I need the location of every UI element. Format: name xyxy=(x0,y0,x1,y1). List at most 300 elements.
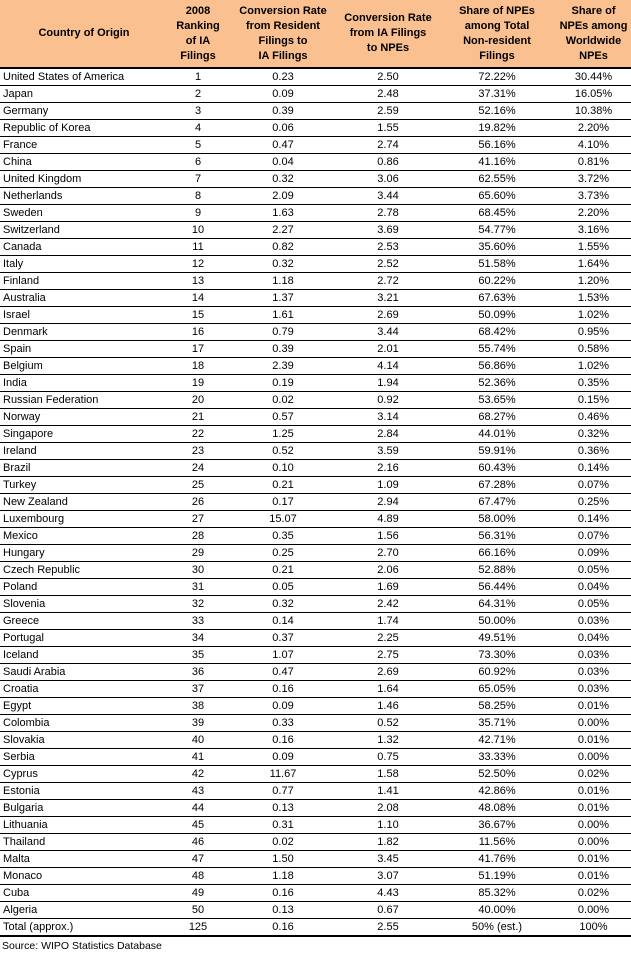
table-row xyxy=(0,273,631,290)
table-row xyxy=(0,732,631,749)
rank-cell: 48 xyxy=(168,868,228,885)
table-row xyxy=(0,511,631,528)
rank-cell: 14 xyxy=(168,290,228,307)
country-cell: Portugal xyxy=(0,630,168,647)
conversion-ia-npe-cell: 2.94 xyxy=(338,494,438,511)
rank-cell: 44 xyxy=(168,800,228,817)
share-npe-nonresident-cell: 60.43% xyxy=(438,460,556,477)
table-row xyxy=(0,120,631,137)
conversion-resident-ia-cell: 0.33 xyxy=(228,715,338,732)
conversion-resident-ia-cell: 0.13 xyxy=(228,902,338,919)
conversion-ia-npe-cell: 2.75 xyxy=(338,647,438,664)
conversion-resident-ia-cell: 0.10 xyxy=(228,460,338,477)
rank-cell: 46 xyxy=(168,834,228,851)
rank-cell: 11 xyxy=(168,239,228,256)
rank-cell: 35 xyxy=(168,647,228,664)
conversion-resident-ia-cell: 11.67 xyxy=(228,766,338,783)
conversion-ia-npe-cell: 1.64 xyxy=(338,681,438,698)
share-npe-worldwide-cell: 30.44% xyxy=(556,68,631,86)
share-npe-nonresident-cell: 44.01% xyxy=(438,426,556,443)
rank-cell: 34 xyxy=(168,630,228,647)
share-npe-nonresident-cell: 65.60% xyxy=(438,188,556,205)
country-cell: Saudi Arabia xyxy=(0,664,168,681)
share-npe-worldwide-cell: 0.05% xyxy=(556,562,631,579)
share-npe-nonresident-cell: 50.09% xyxy=(438,307,556,324)
share-npe-worldwide-cell: 0.07% xyxy=(556,528,631,545)
table-row xyxy=(0,290,631,307)
table-row xyxy=(0,885,631,902)
share-npe-nonresident-cell: 68.27% xyxy=(438,409,556,426)
share-npe-worldwide-cell: 0.36% xyxy=(556,443,631,460)
country-cell: Japan xyxy=(0,86,168,103)
conversion-ia-npe-cell: 3.07 xyxy=(338,868,438,885)
conversion-resident-ia-cell: 0.16 xyxy=(228,919,338,937)
share-npe-nonresident-cell: 60.22% xyxy=(438,273,556,290)
share-npe-worldwide-cell: 16.05% xyxy=(556,86,631,103)
table-row xyxy=(0,137,631,154)
table-row xyxy=(0,392,631,409)
share-npe-nonresident-cell: 64.31% xyxy=(438,596,556,613)
rank-cell: 36 xyxy=(168,664,228,681)
table-row xyxy=(0,630,631,647)
rank-cell: 26 xyxy=(168,494,228,511)
conversion-ia-npe-cell: 1.55 xyxy=(338,120,438,137)
rank-cell: 20 xyxy=(168,392,228,409)
share-npe-nonresident-cell: 37.31% xyxy=(438,86,556,103)
share-npe-nonresident-cell: 41.76% xyxy=(438,851,556,868)
country-cell: Czech Republic xyxy=(0,562,168,579)
conversion-ia-npe-cell: 2.01 xyxy=(338,341,438,358)
share-npe-nonresident-cell: 85.32% xyxy=(438,885,556,902)
country-cell: Netherlands xyxy=(0,188,168,205)
rank-cell: 13 xyxy=(168,273,228,290)
rank-cell: 7 xyxy=(168,171,228,188)
conversion-ia-npe-cell: 0.75 xyxy=(338,749,438,766)
conversion-ia-npe-cell: 2.50 xyxy=(338,68,438,86)
share-npe-worldwide-cell: 0.03% xyxy=(556,613,631,630)
conversion-resident-ia-cell: 0.82 xyxy=(228,239,338,256)
country-cell: Brazil xyxy=(0,460,168,477)
table-row xyxy=(0,800,631,817)
conversion-resident-ia-cell: 0.21 xyxy=(228,562,338,579)
rank-cell: 16 xyxy=(168,324,228,341)
conversion-ia-npe-cell: 2.78 xyxy=(338,205,438,222)
conversion-ia-npe-cell: 2.25 xyxy=(338,630,438,647)
conversion-resident-ia-cell: 0.09 xyxy=(228,86,338,103)
share-npe-nonresident-cell: 66.16% xyxy=(438,545,556,562)
conversion-ia-npe-cell: 1.58 xyxy=(338,766,438,783)
rank-cell: 21 xyxy=(168,409,228,426)
share-npe-worldwide-cell: 0.01% xyxy=(556,783,631,800)
share-npe-worldwide-cell: 0.01% xyxy=(556,868,631,885)
conversion-ia-npe-cell: 1.41 xyxy=(338,783,438,800)
country-cell: Italy xyxy=(0,256,168,273)
table-row xyxy=(0,341,631,358)
share-npe-nonresident-cell: 73.30% xyxy=(438,647,556,664)
country-cell: Ireland xyxy=(0,443,168,460)
conversion-resident-ia-cell: 1.63 xyxy=(228,205,338,222)
conversion-resident-ia-cell: 1.37 xyxy=(228,290,338,307)
share-npe-worldwide-cell: 0.15% xyxy=(556,392,631,409)
conversion-resident-ia-cell: 0.16 xyxy=(228,732,338,749)
conversion-ia-npe-cell: 1.94 xyxy=(338,375,438,392)
country-cell: Sweden xyxy=(0,205,168,222)
share-npe-worldwide-cell: 1.64% xyxy=(556,256,631,273)
table-row xyxy=(0,562,631,579)
conversion-resident-ia-cell: 0.77 xyxy=(228,783,338,800)
conversion-ia-npe-cell: 3.44 xyxy=(338,324,438,341)
rank-cell: 4 xyxy=(168,120,228,137)
conversion-ia-npe-cell: 2.74 xyxy=(338,137,438,154)
country-cell: Croatia xyxy=(0,681,168,698)
conversion-resident-ia-cell: 2.39 xyxy=(228,358,338,375)
share-npe-worldwide-cell: 0.09% xyxy=(556,545,631,562)
share-npe-nonresident-cell: 60.92% xyxy=(438,664,556,681)
share-npe-nonresident-cell: 52.88% xyxy=(438,562,556,579)
table-row xyxy=(0,86,631,103)
table-row xyxy=(0,698,631,715)
table-row xyxy=(0,324,631,341)
country-cell: Cuba xyxy=(0,885,168,902)
country-cell: Slovakia xyxy=(0,732,168,749)
conversion-ia-npe-cell: 2.72 xyxy=(338,273,438,290)
conversion-ia-npe-cell: 4.14 xyxy=(338,358,438,375)
country-cell: Belgium xyxy=(0,358,168,375)
share-npe-worldwide-cell: 0.04% xyxy=(556,579,631,596)
conversion-ia-npe-cell: 1.56 xyxy=(338,528,438,545)
conversion-resident-ia-cell: 0.39 xyxy=(228,103,338,120)
rank-cell: 31 xyxy=(168,579,228,596)
share-npe-nonresident-cell: 36.67% xyxy=(438,817,556,834)
country-cell: Estonia xyxy=(0,783,168,800)
table-row xyxy=(0,783,631,800)
rank-cell: 41 xyxy=(168,749,228,766)
table-row xyxy=(0,205,631,222)
share-npe-worldwide-cell: 3.72% xyxy=(556,171,631,188)
conversion-resident-ia-cell: 0.79 xyxy=(228,324,338,341)
table-row xyxy=(0,358,631,375)
share-npe-nonresident-cell: 11.56% xyxy=(438,834,556,851)
country-cell: Greece xyxy=(0,613,168,630)
conversion-ia-npe-cell: 2.42 xyxy=(338,596,438,613)
share-npe-nonresident-cell: 67.47% xyxy=(438,494,556,511)
share-npe-worldwide-cell: 100% xyxy=(556,919,631,937)
country-cell: Cyprus xyxy=(0,766,168,783)
share-npe-worldwide-cell: 0.05% xyxy=(556,596,631,613)
share-npe-nonresident-cell: 56.31% xyxy=(438,528,556,545)
conversion-ia-npe-cell: 0.92 xyxy=(338,392,438,409)
conversion-resident-ia-cell: 0.21 xyxy=(228,477,338,494)
conversion-resident-ia-cell: 0.32 xyxy=(228,596,338,613)
conversion-resident-ia-cell: 1.61 xyxy=(228,307,338,324)
share-npe-nonresident-cell: 56.44% xyxy=(438,579,556,596)
share-npe-worldwide-cell: 0.25% xyxy=(556,494,631,511)
conversion-resident-ia-cell: 0.23 xyxy=(228,68,338,86)
conversion-resident-ia-cell: 0.17 xyxy=(228,494,338,511)
share-npe-nonresident-cell: 56.16% xyxy=(438,137,556,154)
share-npe-worldwide-cell: 4.10% xyxy=(556,137,631,154)
share-npe-worldwide-cell: 0.14% xyxy=(556,511,631,528)
conversion-resident-ia-cell: 2.09 xyxy=(228,188,338,205)
country-cell: Slovenia xyxy=(0,596,168,613)
conversion-ia-npe-cell: 1.09 xyxy=(338,477,438,494)
rank-cell: 29 xyxy=(168,545,228,562)
share-npe-nonresident-cell: 50.00% xyxy=(438,613,556,630)
country-cell: Norway xyxy=(0,409,168,426)
share-npe-worldwide-cell: 0.01% xyxy=(556,851,631,868)
share-npe-nonresident-cell: 51.19% xyxy=(438,868,556,885)
country-cell: Monaco xyxy=(0,868,168,885)
share-npe-worldwide-cell: 0.02% xyxy=(556,885,631,902)
country-cell: Malta xyxy=(0,851,168,868)
conversion-resident-ia-cell: 15.07 xyxy=(228,511,338,528)
share-npe-worldwide-cell: 10.38% xyxy=(556,103,631,120)
table-row xyxy=(0,834,631,851)
share-npe-worldwide-cell: 0.81% xyxy=(556,154,631,171)
country-cell: United States of America xyxy=(0,68,168,86)
conversion-resident-ia-cell: 0.02 xyxy=(228,834,338,851)
share-npe-nonresident-cell: 72.22% xyxy=(438,68,556,86)
conversion-ia-npe-cell: 2.59 xyxy=(338,103,438,120)
col-header-share-npe-worldwide: Share of NPEs among Worldwide NPEs xyxy=(556,0,631,68)
rank-cell: 1 xyxy=(168,68,228,86)
share-npe-worldwide-cell: 0.04% xyxy=(556,630,631,647)
conversion-ia-npe-cell: 2.16 xyxy=(338,460,438,477)
col-header-2008-ranking: 2008 Ranking of IA Filings xyxy=(168,0,228,68)
table-row xyxy=(0,409,631,426)
share-npe-nonresident-cell: 19.82% xyxy=(438,120,556,137)
share-npe-nonresident-cell: 40.00% xyxy=(438,902,556,919)
conversion-ia-npe-cell: 2.53 xyxy=(338,239,438,256)
table-row xyxy=(0,851,631,868)
conversion-ia-npe-cell: 3.59 xyxy=(338,443,438,460)
conversion-resident-ia-cell: 0.09 xyxy=(228,749,338,766)
conversion-resident-ia-cell: 0.14 xyxy=(228,613,338,630)
table-row xyxy=(0,477,631,494)
conversion-resident-ia-cell: 0.32 xyxy=(228,256,338,273)
conversion-ia-npe-cell: 3.06 xyxy=(338,171,438,188)
header-row xyxy=(0,0,631,68)
share-npe-worldwide-cell: 1.02% xyxy=(556,358,631,375)
share-npe-worldwide-cell: 0.00% xyxy=(556,715,631,732)
table-row xyxy=(0,494,631,511)
share-npe-worldwide-cell: 0.14% xyxy=(556,460,631,477)
conversion-resident-ia-cell: 0.16 xyxy=(228,681,338,698)
rank-cell: 15 xyxy=(168,307,228,324)
col-header-conversion-ia-to-npe: Conversion Rate from IA Filings to NPEs xyxy=(338,0,438,68)
share-npe-nonresident-cell: 52.16% xyxy=(438,103,556,120)
conversion-ia-npe-cell: 1.32 xyxy=(338,732,438,749)
country-cell: Spain xyxy=(0,341,168,358)
rank-cell: 45 xyxy=(168,817,228,834)
share-npe-worldwide-cell: 0.35% xyxy=(556,375,631,392)
share-npe-worldwide-cell: 2.20% xyxy=(556,120,631,137)
rank-cell: 24 xyxy=(168,460,228,477)
conversion-resident-ia-cell: 0.47 xyxy=(228,664,338,681)
share-npe-worldwide-cell: 0.01% xyxy=(556,800,631,817)
share-npe-worldwide-cell: 0.01% xyxy=(556,698,631,715)
share-npe-worldwide-cell: 0.46% xyxy=(556,409,631,426)
table-row xyxy=(0,154,631,171)
share-npe-nonresident-cell: 35.60% xyxy=(438,239,556,256)
share-npe-worldwide-cell: 0.58% xyxy=(556,341,631,358)
conversion-ia-npe-cell: 2.06 xyxy=(338,562,438,579)
share-npe-nonresident-cell: 67.63% xyxy=(438,290,556,307)
share-npe-nonresident-cell: 53.65% xyxy=(438,392,556,409)
country-cell: Lithuania xyxy=(0,817,168,834)
rank-cell: 43 xyxy=(168,783,228,800)
share-npe-nonresident-cell: 42.86% xyxy=(438,783,556,800)
table-row xyxy=(0,596,631,613)
table-row xyxy=(0,103,631,120)
country-cell: Germany xyxy=(0,103,168,120)
share-npe-nonresident-cell: 59.91% xyxy=(438,443,556,460)
rank-cell: 37 xyxy=(168,681,228,698)
share-npe-nonresident-cell: 55.74% xyxy=(438,341,556,358)
rank-cell: 9 xyxy=(168,205,228,222)
total-row xyxy=(0,919,631,937)
conversion-ia-npe-cell: 0.52 xyxy=(338,715,438,732)
rank-cell: 42 xyxy=(168,766,228,783)
share-npe-nonresident-cell: 51.58% xyxy=(438,256,556,273)
rank-cell: 27 xyxy=(168,511,228,528)
table-row xyxy=(0,817,631,834)
country-cell: Poland xyxy=(0,579,168,596)
conversion-ia-npe-cell: 3.14 xyxy=(338,409,438,426)
share-npe-nonresident-cell: 48.08% xyxy=(438,800,556,817)
table-row xyxy=(0,188,631,205)
share-npe-worldwide-cell: 3.16% xyxy=(556,222,631,239)
share-npe-worldwide-cell: 0.95% xyxy=(556,324,631,341)
country-cell: New Zealand xyxy=(0,494,168,511)
share-npe-nonresident-cell: 41.16% xyxy=(438,154,556,171)
table-row xyxy=(0,681,631,698)
conversion-ia-npe-cell: 2.52 xyxy=(338,256,438,273)
conversion-resident-ia-cell: 1.18 xyxy=(228,868,338,885)
conversion-resident-ia-cell: 0.19 xyxy=(228,375,338,392)
table-row xyxy=(0,460,631,477)
conversion-resident-ia-cell: 0.25 xyxy=(228,545,338,562)
country-cell: Russian Federation xyxy=(0,392,168,409)
conversion-ia-npe-cell: 2.84 xyxy=(338,426,438,443)
share-npe-worldwide-cell: 2.20% xyxy=(556,205,631,222)
table-row xyxy=(0,749,631,766)
share-npe-worldwide-cell: 0.00% xyxy=(556,902,631,919)
conversion-ia-npe-cell: 1.10 xyxy=(338,817,438,834)
conversion-ia-npe-cell: 0.86 xyxy=(338,154,438,171)
country-cell: United Kingdom xyxy=(0,171,168,188)
table-row xyxy=(0,868,631,885)
conversion-resident-ia-cell: 2.27 xyxy=(228,222,338,239)
table-row xyxy=(0,664,631,681)
country-cell: Australia xyxy=(0,290,168,307)
table-row xyxy=(0,68,631,86)
share-npe-nonresident-cell: 33.33% xyxy=(438,749,556,766)
country-cell: Republic of Korea xyxy=(0,120,168,137)
share-npe-nonresident-cell: 52.36% xyxy=(438,375,556,392)
table-row xyxy=(0,239,631,256)
share-npe-worldwide-cell: 0.01% xyxy=(556,732,631,749)
country-cell: Switzerland xyxy=(0,222,168,239)
share-npe-nonresident-cell: 68.45% xyxy=(438,205,556,222)
conversion-ia-npe-cell: 0.67 xyxy=(338,902,438,919)
share-npe-worldwide-cell: 0.03% xyxy=(556,681,631,698)
conversion-resident-ia-cell: 1.18 xyxy=(228,273,338,290)
conversion-ia-npe-cell: 2.70 xyxy=(338,545,438,562)
share-npe-worldwide-cell: 0.00% xyxy=(556,749,631,766)
country-cell: Singapore xyxy=(0,426,168,443)
table-row xyxy=(0,171,631,188)
country-cell: Turkey xyxy=(0,477,168,494)
country-cell: India xyxy=(0,375,168,392)
share-npe-nonresident-cell: 56.86% xyxy=(438,358,556,375)
rank-cell: 6 xyxy=(168,154,228,171)
conversion-ia-npe-cell: 2.69 xyxy=(338,307,438,324)
share-npe-nonresident-cell: 49.51% xyxy=(438,630,556,647)
rank-cell: 19 xyxy=(168,375,228,392)
table-row xyxy=(0,307,631,324)
country-cell: Canada xyxy=(0,239,168,256)
conversion-ia-npe-cell: 3.69 xyxy=(338,222,438,239)
conversion-resident-ia-cell: 0.57 xyxy=(228,409,338,426)
country-cell: Luxembourg xyxy=(0,511,168,528)
share-npe-worldwide-cell: 1.53% xyxy=(556,290,631,307)
conversion-resident-ia-cell: 0.31 xyxy=(228,817,338,834)
conversion-ia-npe-cell: 4.89 xyxy=(338,511,438,528)
conversion-resident-ia-cell: 0.06 xyxy=(228,120,338,137)
rank-cell: 12 xyxy=(168,256,228,273)
table-row xyxy=(0,579,631,596)
conversion-resident-ia-cell: 0.13 xyxy=(228,800,338,817)
share-npe-worldwide-cell: 0.02% xyxy=(556,766,631,783)
table-row xyxy=(0,766,631,783)
conversion-resident-ia-cell: 0.04 xyxy=(228,154,338,171)
rank-cell: 17 xyxy=(168,341,228,358)
country-cell: Thailand xyxy=(0,834,168,851)
share-npe-worldwide-cell: 3.73% xyxy=(556,188,631,205)
country-cell: Iceland xyxy=(0,647,168,664)
rank-cell: 3 xyxy=(168,103,228,120)
conversion-ia-npe-cell: 2.48 xyxy=(338,86,438,103)
country-cell: Finland xyxy=(0,273,168,290)
rank-cell: 28 xyxy=(168,528,228,545)
country-cell: Hungary xyxy=(0,545,168,562)
country-cell: Denmark xyxy=(0,324,168,341)
country-cell: Israel xyxy=(0,307,168,324)
rank-cell: 10 xyxy=(168,222,228,239)
rank-cell: 22 xyxy=(168,426,228,443)
conversion-resident-ia-cell: 0.37 xyxy=(228,630,338,647)
country-cell: China xyxy=(0,154,168,171)
country-cell: Total (approx.) xyxy=(0,919,168,937)
share-npe-nonresident-cell: 62.55% xyxy=(438,171,556,188)
share-npe-worldwide-cell: 0.00% xyxy=(556,817,631,834)
conversion-ia-npe-cell: 2.08 xyxy=(338,800,438,817)
table-row xyxy=(0,902,631,919)
rank-cell: 39 xyxy=(168,715,228,732)
conversion-resident-ia-cell: 0.39 xyxy=(228,341,338,358)
share-npe-nonresident-cell: 68.42% xyxy=(438,324,556,341)
table-row xyxy=(0,443,631,460)
col-header-conversion-resident-to-ia: Conversion Rate from Resident Filings to IA Filings xyxy=(228,0,338,68)
country-cell: Bulgaria xyxy=(0,800,168,817)
table-row xyxy=(0,715,631,732)
col-header-country-of-origin: Country of Origin xyxy=(0,0,168,68)
table-row xyxy=(0,256,631,273)
conversion-ia-npe-cell: 1.69 xyxy=(338,579,438,596)
rank-cell: 47 xyxy=(168,851,228,868)
source-note: Source: WIPO Statistics Database xyxy=(2,940,162,952)
